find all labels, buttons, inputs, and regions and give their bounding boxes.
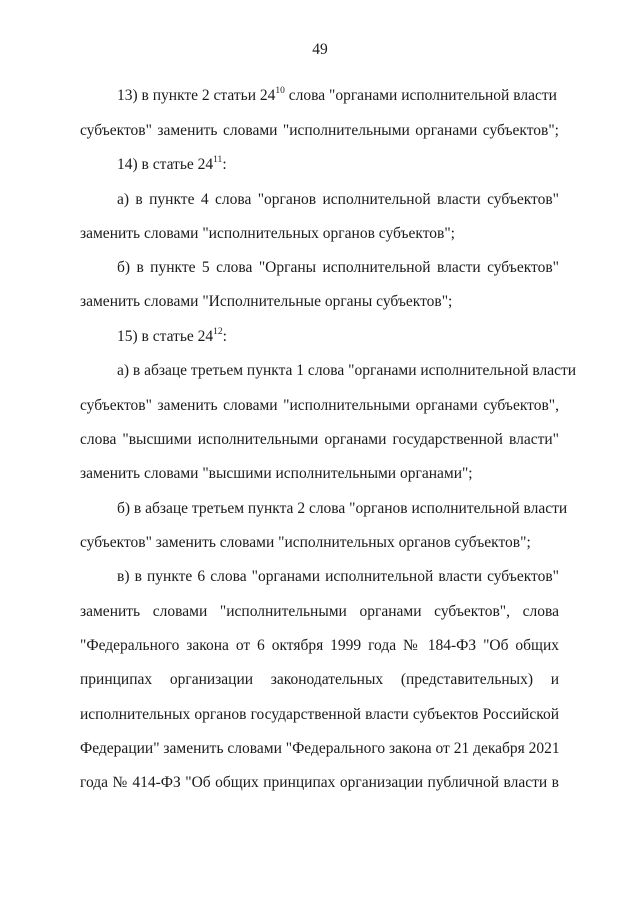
- superscript: 12: [213, 327, 223, 337]
- item-15v-line-3: "Федерального закона от 6 октября 1999 года № 184-ФЗ "Об общих: [80, 637, 559, 654]
- item-15v-line-6: Федерации" заменить словами "Федерального закона от 21 декабря 2021: [80, 740, 560, 757]
- item-15b-line-2: субъектов" заменить словами "исполнительных органов субъектов";: [80, 534, 531, 551]
- item-15a-line-2: субъектов" заменить словами "исполнительными органами субъектов",: [80, 397, 559, 414]
- item-14a-line-1: а) в пункте 4 слова "органов исполнительной власти субъектов": [117, 191, 559, 208]
- item-15v-line-7: года № 414-ФЗ "Об общих принципах организации публичной власти в: [80, 774, 559, 791]
- item-15v-line-1: в) в пункте 6 слова "органами исполнительной власти субъектов": [117, 568, 559, 585]
- item-15-heading: 15) в статье $24^{12}$:: [117, 327, 227, 345]
- item-15v-line-2: заменить словами "исполнительными органами субъектов", слова: [80, 603, 559, 620]
- item-13-line-2: субъектов" заменить словами "исполнительными органами субъектов";: [80, 122, 559, 139]
- item-15v-line-4: принципах организации законодательных (представительных) и: [80, 671, 559, 688]
- superscript: 11: [213, 155, 223, 165]
- item-14a-line-2: заменить словами "исполнительных органов субъектов";: [80, 225, 455, 242]
- item-15a-line-1: а) в абзаце третьем пункта 1 слова "органами исполнительной власти: [117, 362, 577, 379]
- item-15v-line-5: исполнительных органов государственной власти субъектов Российской: [80, 706, 559, 723]
- item-15a-line-3: слова "высшими исполнительными органами государственной власти": [80, 431, 559, 448]
- item-14b-line-2: заменить словами "Исполнительные органы субъектов";: [80, 293, 453, 310]
- item-13-line-1: 13) в пункте 2 статьи $24^{10}$ слова "органами исполнительной власти: [117, 86, 557, 104]
- item-14-heading: 14) в статье $24^{11}$:: [117, 155, 227, 173]
- page-number: 49: [312, 41, 328, 58]
- item-15b-line-1: б) в абзаце третьем пункта 2 слова "органов исполнительной власти: [117, 500, 568, 517]
- item-14b-line-1: б) в пункте 5 слова "Органы исполнительной власти субъектов": [117, 259, 559, 276]
- item-15a-line-4: заменить словами "высшими исполнительными органами";: [80, 465, 473, 482]
- superscript: 10: [275, 86, 285, 96]
